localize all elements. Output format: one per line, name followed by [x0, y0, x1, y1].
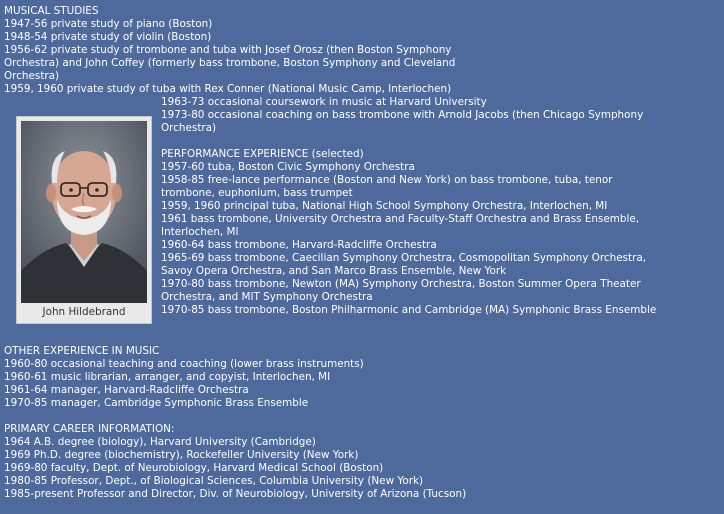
- other-experience-item: 1961-64 manager, Harvard-Radcliffe Orchestra: [4, 384, 249, 396]
- right-column: [161, 96, 661, 317]
- other-experience-heading: OTHER EXPERIENCE IN MUSIC: [4, 345, 160, 357]
- musical-studies-item: 1956-62 private study of trombone and tuba with Josef Orosz (then Boston Symphony Orchestra) and John Coffey (formerly bass trombone, Boston Symphony and Cleveland Orchestra): [4, 44, 456, 82]
- career-item: 1964 A.B. degree (biology), Harvard University (Cambridge): [4, 436, 316, 448]
- spacer: [4, 332, 720, 345]
- other-experience-item: 1960-80 occasional teaching and coaching (lower brass instruments): [4, 358, 364, 370]
- photo-and-performance: [4, 96, 720, 332]
- career-section: [4, 423, 720, 501]
- bio-page: [4, 5, 720, 501]
- career-heading: PRIMARY CAREER INFORMATION:: [4, 423, 175, 435]
- musical-studies-item: 1963-73 occasional coursework in music at Harvard University: [161, 96, 487, 108]
- performance-item: 1961 bass trombone, University Orchestra and Faculty-Staff Orchestra and Brass Ensemble, Interlochen, MI: [161, 213, 640, 238]
- career-item: 1980-85 Professor, Dept., of Biological Sciences, Columbia University (New York): [4, 475, 424, 487]
- musical-studies-heading: MUSICAL STUDIES: [4, 5, 99, 17]
- performance-item: 1959, 1960 principal tuba, National High School Symphony Orchestra, Interlochen, MI: [161, 200, 608, 212]
- career-item: 1969-80 faculty, Dept. of Neurobiology, Harvard Medical School (Boston): [4, 462, 384, 474]
- career-item: 1985-present Professor and Director, Div. of Neurobiology, University of Arizona (Tucson): [4, 488, 467, 500]
- performance-item: 1958-85 free-lance performance (Boston and New York) on bass trombone, tuba, tenor trombone, euphonium, bass trumpet: [161, 174, 613, 199]
- performance-item: 1970-85 bass trombone, Boston Philharmonic and Cambridge (MA) Symphonic Brass Ensemble: [161, 304, 657, 316]
- other-experience-item: 1970-85 manager, Cambridge Symphonic Brass Ensemble: [4, 397, 309, 409]
- other-experience-item: 1960-61 music librarian, arranger, and copyist, Interlochen, MI: [4, 371, 331, 383]
- performance-item: 1965-69 bass trombone, Caecilian Symphony Orchestra, Cosmopolitan Symphony Orchestra, Savoy Opera Orchestra, and San Marco Brass Ensemble, New York: [161, 252, 647, 277]
- spacer: [4, 410, 720, 423]
- performance-heading: PERFORMANCE EXPERIENCE (selected): [161, 148, 364, 160]
- musical-studies-item: 1948-54 private study of violin (Boston): [4, 31, 212, 43]
- career-item: 1969 Ph.D. degree (biochemistry), Rockefeller University (New York): [4, 449, 359, 461]
- performance-item: 1970-80 bass trombone, Newton (MA) Symphony Orchestra, Boston Summer Opera Theater Orchestra, and MIT Symphony Orchestra: [161, 278, 641, 303]
- portrait-illustration: [21, 121, 147, 303]
- musical-studies-section: [4, 5, 504, 96]
- performance-item: 1960-64 bass trombone, Harvard-Radcliffe Orchestra: [161, 239, 437, 251]
- musical-studies-item: 1959, 1960 private study of tuba with Rex Conner (National Music Camp, Interlochen): [4, 83, 452, 95]
- spacer: [161, 135, 661, 148]
- performance-item: 1957-60 tuba, Boston Civic Symphony Orchestra: [161, 161, 415, 173]
- musical-studies-item: 1947-56 private study of piano (Boston): [4, 18, 213, 30]
- musical-studies-item: 1973-80 occasional coaching on bass trombone with Arnold Jacobs (then Chicago Symphony Orchestra): [161, 109, 644, 134]
- portrait-photo: [21, 121, 147, 303]
- other-experience-section: [4, 345, 720, 410]
- portrait-caption: John Hildebrand: [42, 306, 126, 318]
- portrait-card: [16, 116, 152, 324]
